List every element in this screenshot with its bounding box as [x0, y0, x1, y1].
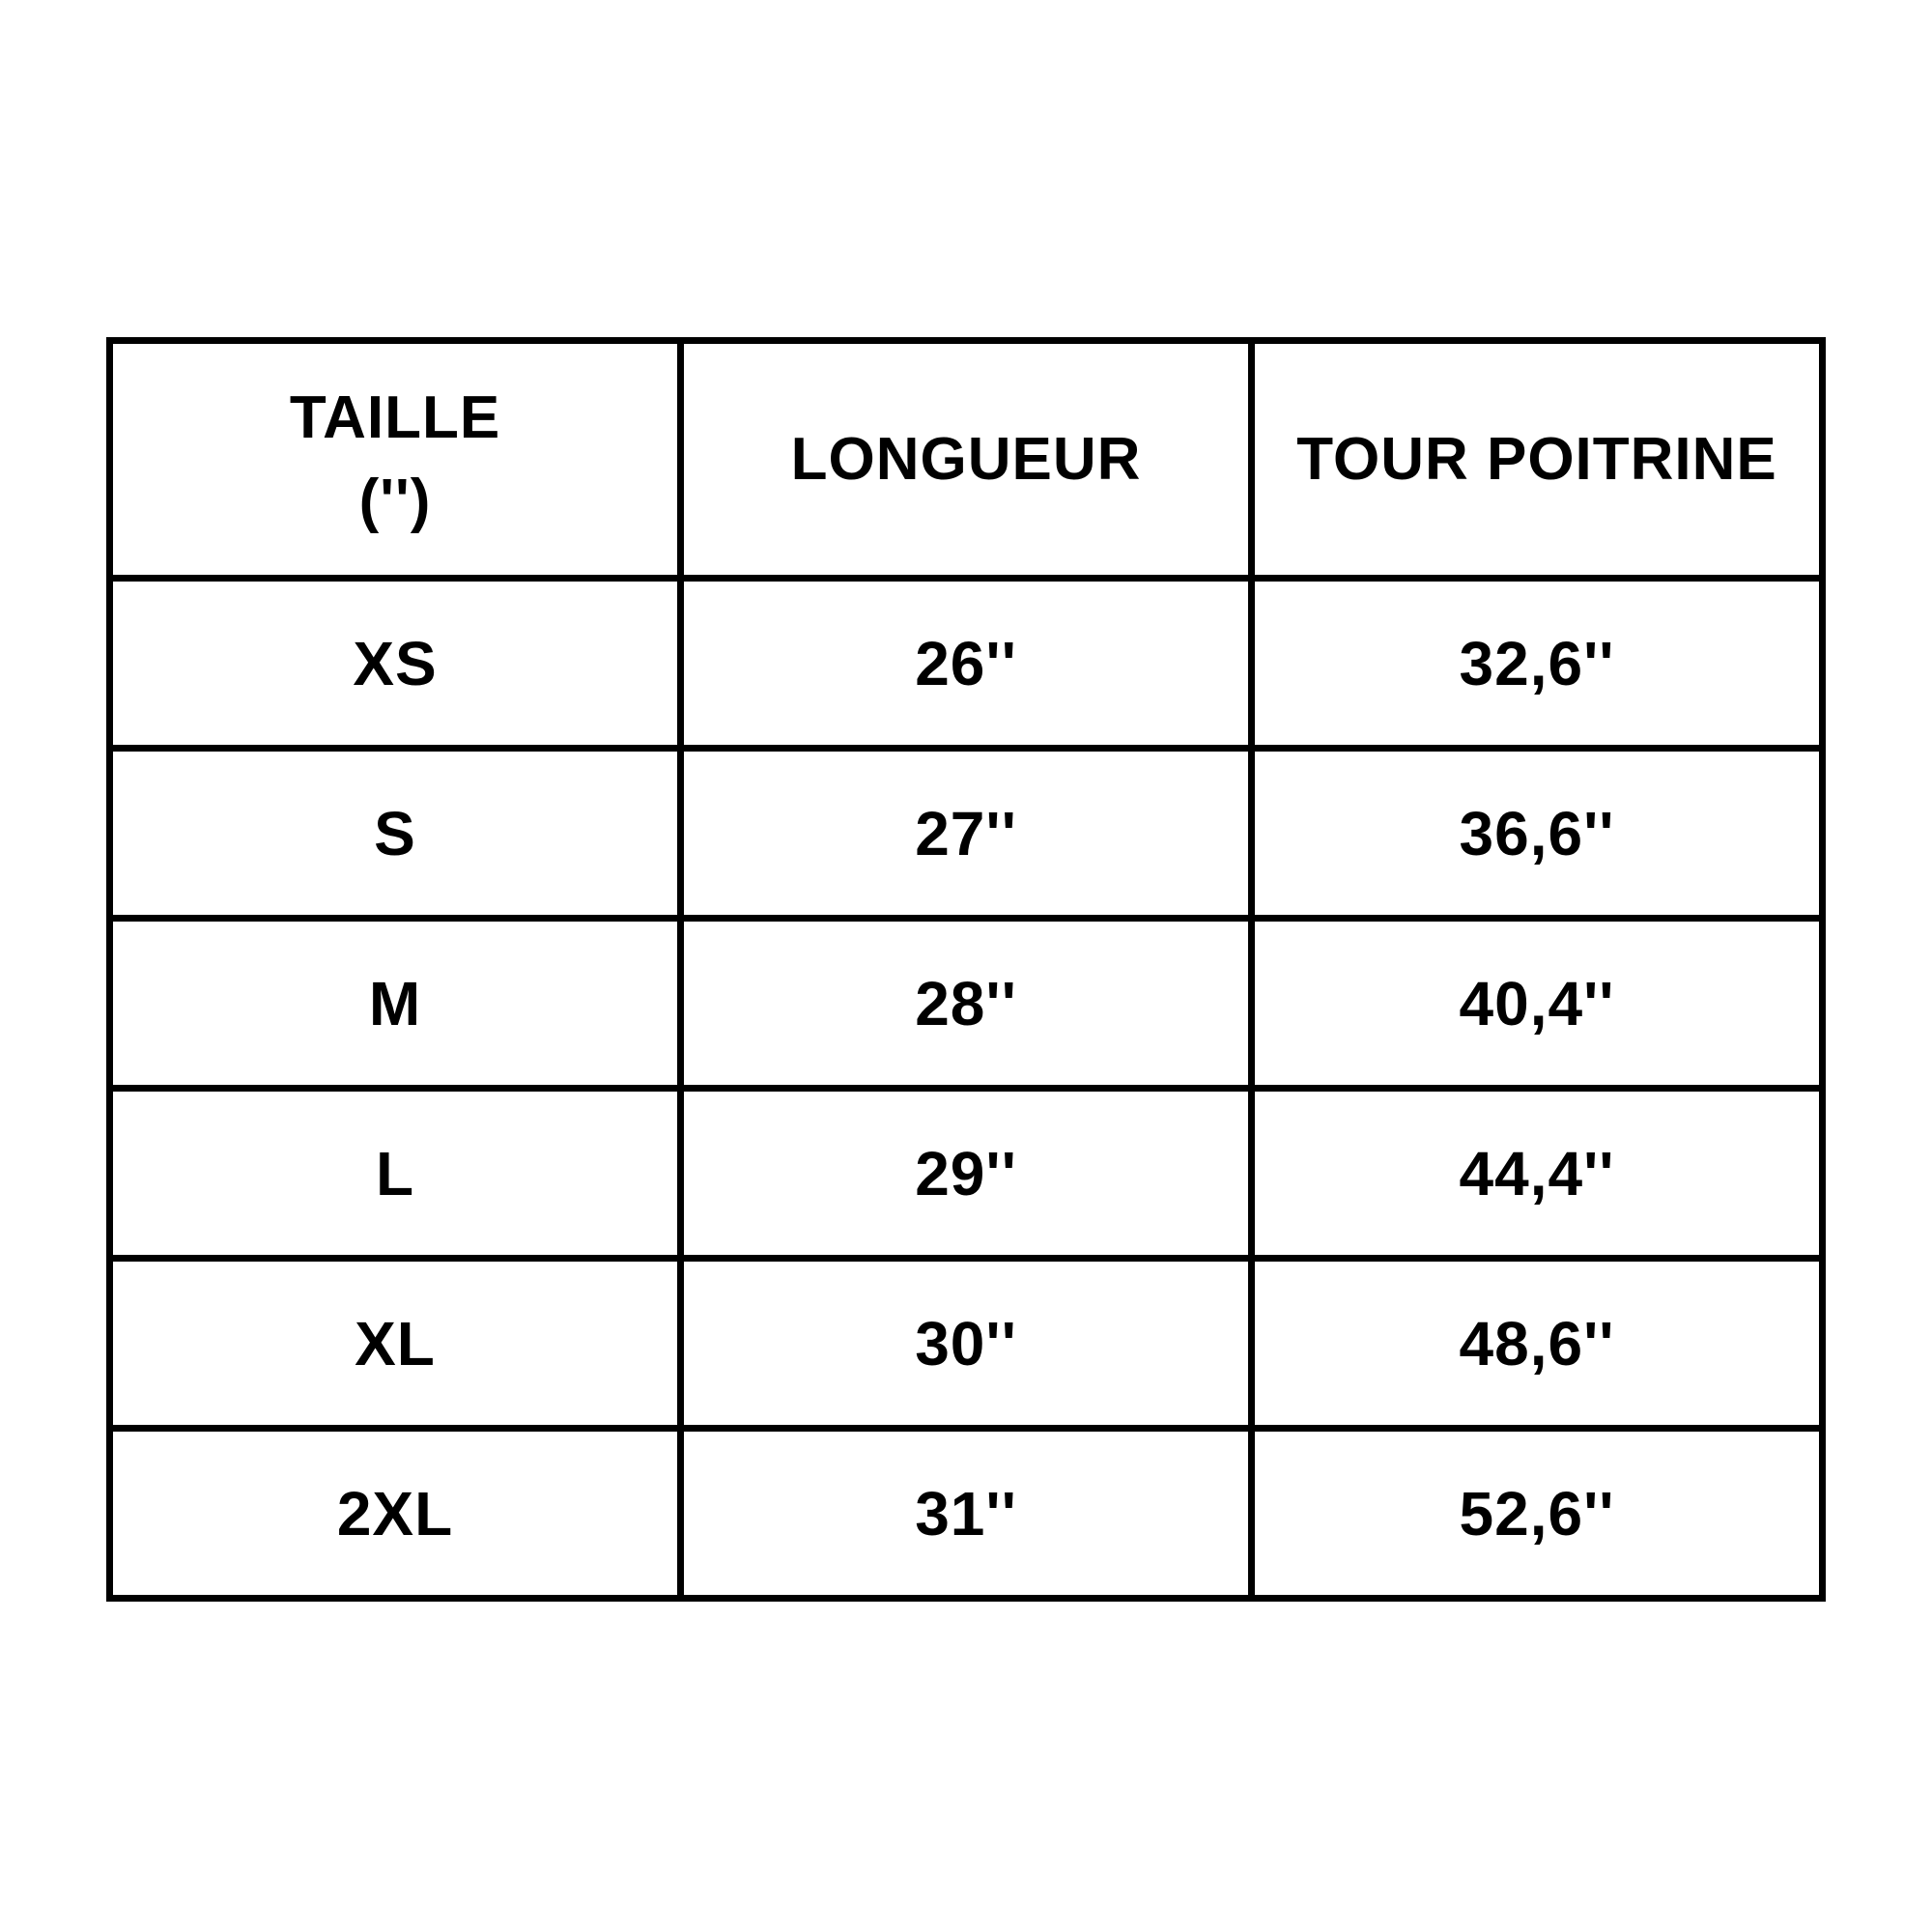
header-cell-longueur: [681, 341, 1252, 579]
table-row-xs: [110, 579, 1823, 749]
header-row: [110, 341, 1823, 579]
header-cell-tour-poitrine: [1252, 341, 1823, 579]
chest-cell: 44,4'': [1252, 1089, 1823, 1259]
header-taille-unit: (''): [358, 467, 432, 534]
chest-cell: 48,6'': [1252, 1259, 1823, 1429]
size-chart-body: [110, 579, 1823, 1599]
chest-cell: 40,4'': [1252, 919, 1823, 1089]
size-chart-table: [106, 337, 1826, 1602]
size-chart-header: [110, 341, 1823, 579]
size-cell: 2XL: [110, 1429, 681, 1599]
header-longueur-label: LONGUEUR: [790, 425, 1142, 493]
table-row-2xl: [110, 1429, 1823, 1599]
table-row-xl: [110, 1259, 1823, 1429]
size-cell: L: [110, 1089, 681, 1259]
size-cell: S: [110, 749, 681, 919]
chest-cell: 36,6'': [1252, 749, 1823, 919]
chest-cell: 32,6'': [1252, 579, 1823, 749]
header-cell-taille: [110, 341, 681, 579]
size-cell: XL: [110, 1259, 681, 1429]
header-taille-label: TAILLE: [289, 384, 501, 451]
table-row-l: [110, 1089, 1823, 1259]
length-cell: 29'': [681, 1089, 1252, 1259]
chest-cell: 52,6'': [1252, 1429, 1823, 1599]
header-tour-poitrine-label: TOUR POITRINE: [1296, 425, 1777, 493]
size-cell: M: [110, 919, 681, 1089]
length-cell: 31'': [681, 1429, 1252, 1599]
size-cell: XS: [110, 579, 681, 749]
table-row-m: [110, 919, 1823, 1089]
length-cell: 30'': [681, 1259, 1252, 1429]
length-cell: 28'': [681, 919, 1252, 1089]
length-cell: 27'': [681, 749, 1252, 919]
table-row-s: [110, 749, 1823, 919]
length-cell: 26'': [681, 579, 1252, 749]
